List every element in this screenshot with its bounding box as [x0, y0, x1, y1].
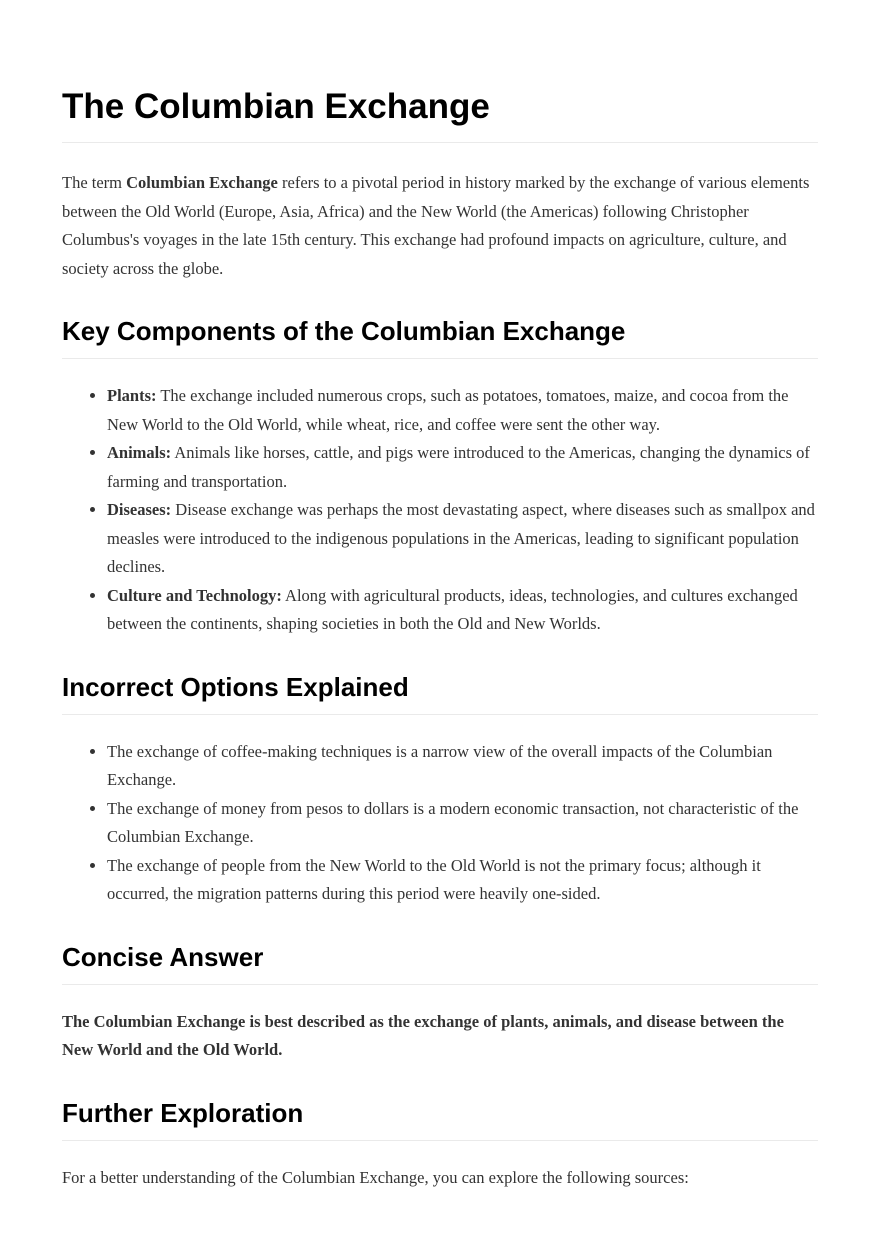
further-exploration-text: For a better understanding of the Columbian Exchange, you can explore the following sources:	[62, 1167, 689, 1187]
list-item	[107, 582, 818, 639]
item-label: Diseases:	[107, 500, 172, 519]
item-text: Animals like horses, cattle, and pigs were introduced to the Americas, changing the dynamics of farming and transportation.	[107, 443, 810, 491]
item-text: The exchange included numerous crops, such as potatoes, tomatoes, maize, and cocoa from the New World to the Old World, while wheat, rice, and coffee were sent the other way.	[107, 386, 789, 434]
list-item: • The exchange of coffee-making techniques is a narrow view of the overall impacts of the Columbian Exchange.	[107, 738, 818, 795]
incorrect-options-list	[62, 738, 818, 909]
concise-answer	[62, 1008, 818, 1065]
list-item	[107, 439, 818, 496]
item-text: Along with agricultural products, ideas, technologies, and cultures exchanged between the continents, shaping societies in both the Old and New Worlds.	[107, 585, 798, 633]
item-label: Plants:	[107, 386, 157, 405]
list-item: • The exchange of people from the New World to the Old World is not the primary focus; although it occurred, the migration patterns during this period were heavily one-sided.	[107, 852, 818, 909]
document	[62, 85, 818, 1192]
item-label: Animals:	[107, 443, 172, 462]
intro-prefix: The term	[62, 173, 127, 192]
concise-answer-text: The Columbian Exchange is best described as the exchange of plants, animals, and disease between the New World and the Old World.	[62, 1011, 784, 1059]
heading-further-exploration: Further Exploration	[62, 1098, 818, 1141]
page-title: The Columbian Exchange	[62, 85, 818, 143]
list-item: • The exchange of money from pesos to dollars is a modern economic transaction, not characteristic of the Columbian Exchange.	[107, 795, 818, 852]
intro-suffix: refers to a pivotal period in history marked by the exchange of various elements between the Old World (Europe, Asia, Africa) and the New World (the Americas) following Christopher Columbus's voyages in the late 15th century. This exchange had profound impacts on agriculture, culture, and society across the globe.	[62, 173, 810, 278]
item-label: Culture and Technology:	[107, 585, 282, 605]
intro-term: Columbian Exchange	[126, 173, 278, 192]
heading-key-components: Key Components of the Columbian Exchange	[62, 316, 818, 359]
list-item	[107, 382, 818, 439]
key-components-list	[62, 382, 818, 639]
list-item	[107, 496, 818, 582]
intro-paragraph	[62, 169, 818, 283]
item-text: Disease exchange was perhaps the most devastating aspect, where diseases such as smallpox and measles were introduced to the indigenous populations in the Americas, leading to significant population declines.	[107, 500, 815, 576]
heading-incorrect-options: Incorrect Options Explained	[62, 672, 818, 715]
heading-concise-answer: Concise Answer	[62, 942, 818, 985]
